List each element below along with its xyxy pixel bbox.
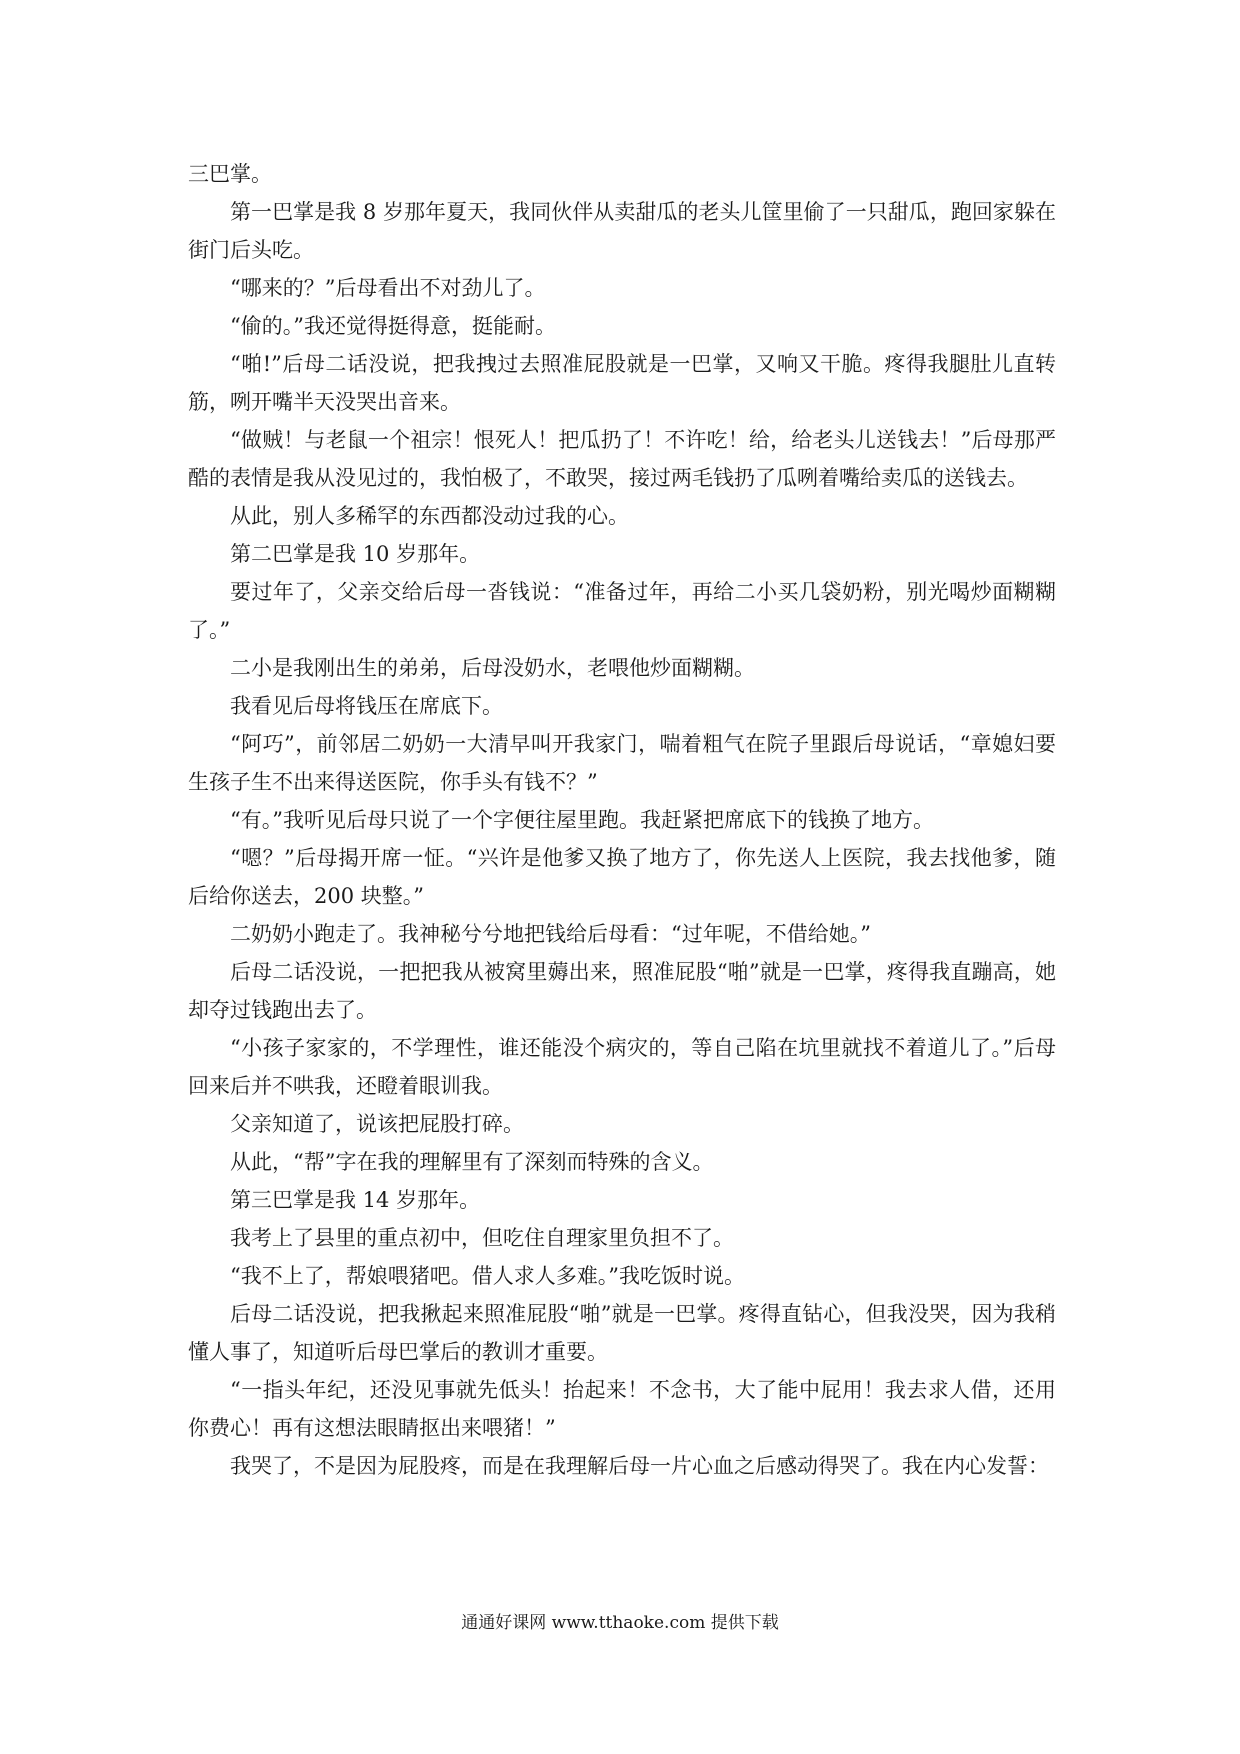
paragraph: 从此，“帮”字在我的理解里有了深刻而特殊的含义。 <box>230 1150 714 1174</box>
paragraph: 二小是我刚出生的弟弟，后母没奶水，老喂他炒面糊糊。 <box>230 656 755 680</box>
paragraph: “我不上了，帮娘喂猪吧。借人求人多难。”我吃饭时说。 <box>230 1264 745 1288</box>
document-body <box>188 155 1056 1485</box>
paragraph: 后母二话没说，一把把我从被窝里薅出来，照准屁股“啪”就是一巴掌，疼得我直蹦高，她却夺过钱跑出去了。 <box>188 960 1056 1022</box>
paragraph: 我哭了，不是因为屁股疼，而是在我理解后母一片心血之后感动得哭了。我在内心发誓： <box>230 1454 1049 1478</box>
page-footer: 通通好课网 www.tthaoke.com 提供下载 <box>461 1613 779 1633</box>
paragraph: 从此，别人多稀罕的东西都没动过我的心。 <box>230 504 629 528</box>
paragraph: 后母二话没说，把我揪起来照准屁股“啪”就是一巴掌。疼得直钻心，但我没哭，因为我稍懂人事了，知道听后母巴掌后的教训才重要。 <box>188 1302 1056 1364</box>
paragraph: “有。”我听见后母只说了一个字便往屋里跑。我赶紧把席底下的钱换了地方。 <box>230 808 934 832</box>
paragraph: 要过年了，父亲交给后母一沓钱说：“准备过年，再给二小买几袋奶粉，别光喝炒面糊糊了。” <box>188 580 1056 642</box>
paragraph: “哪来的？”后母看出不对劲儿了。 <box>230 276 546 300</box>
paragraph: “嗯？”后母揭开席一怔。“兴许是他爹又换了地方了，你先送人上医院，我去找他爹，随后给你送去，200 块整。” <box>188 846 1056 908</box>
paragraph: “阿巧”，前邻居二奶奶一大清早叫开我家门，喘着粗气在院子里跟后母说话，“章媳妇要生孩子生不出来得送医院，你手头有钱不？” <box>188 732 1056 794</box>
paragraph: “小孩子家家的，不学理性，谁还能没个病灾的，等自己陷在坑里就找不着道儿了。”后母回来后并不哄我，还瞪着眼训我。 <box>188 1036 1056 1098</box>
paragraph: “偷的。”我还觉得挺得意，挺能耐。 <box>230 314 556 338</box>
paragraph: 我看见后母将钱压在席底下。 <box>230 694 503 718</box>
paragraph: 父亲知道了，说该把屁股打碎。 <box>230 1112 524 1136</box>
paragraph: 我考上了县里的重点初中，但吃住自理家里负担不了。 <box>230 1226 734 1250</box>
paragraph: 三巴掌。 <box>188 162 272 186</box>
paragraph: 第一巴掌是我 8 岁那年夏天，我同伙伴从卖甜瓜的老头儿筐里偷了一只甜瓜，跑回家躲在街门后头吃。 <box>188 200 1056 262</box>
paragraph: “啪!”后母二话没说，把我拽过去照准屁股就是一巴掌，又响又干脆。疼得我腿肚儿直转筋，咧开嘴半天没哭出音来。 <box>188 352 1056 414</box>
paragraph: “一指头年纪，还没见事就先低头！抬起来！不念书，大了能中屁用！我去求人借，还用你费心！再有这想法眼睛抠出来喂猪！” <box>188 1378 1056 1440</box>
paragraph: 二奶奶小跑走了。我神秘兮兮地把钱给后母看：“过年呢，不借给她。” <box>230 922 871 946</box>
paragraph: 第二巴掌是我 10 岁那年。 <box>230 542 481 566</box>
paragraph: 第三巴掌是我 14 岁那年。 <box>230 1188 481 1212</box>
paragraph: “做贼！与老鼠一个祖宗！恨死人！把瓜扔了！不许吃！给，给老头儿送钱去！”后母那严酷的表情是我从没见过的，我怕极了，不敢哭，接过两毛钱扔了瓜咧着嘴给卖瓜的送钱去。 <box>188 428 1056 490</box>
